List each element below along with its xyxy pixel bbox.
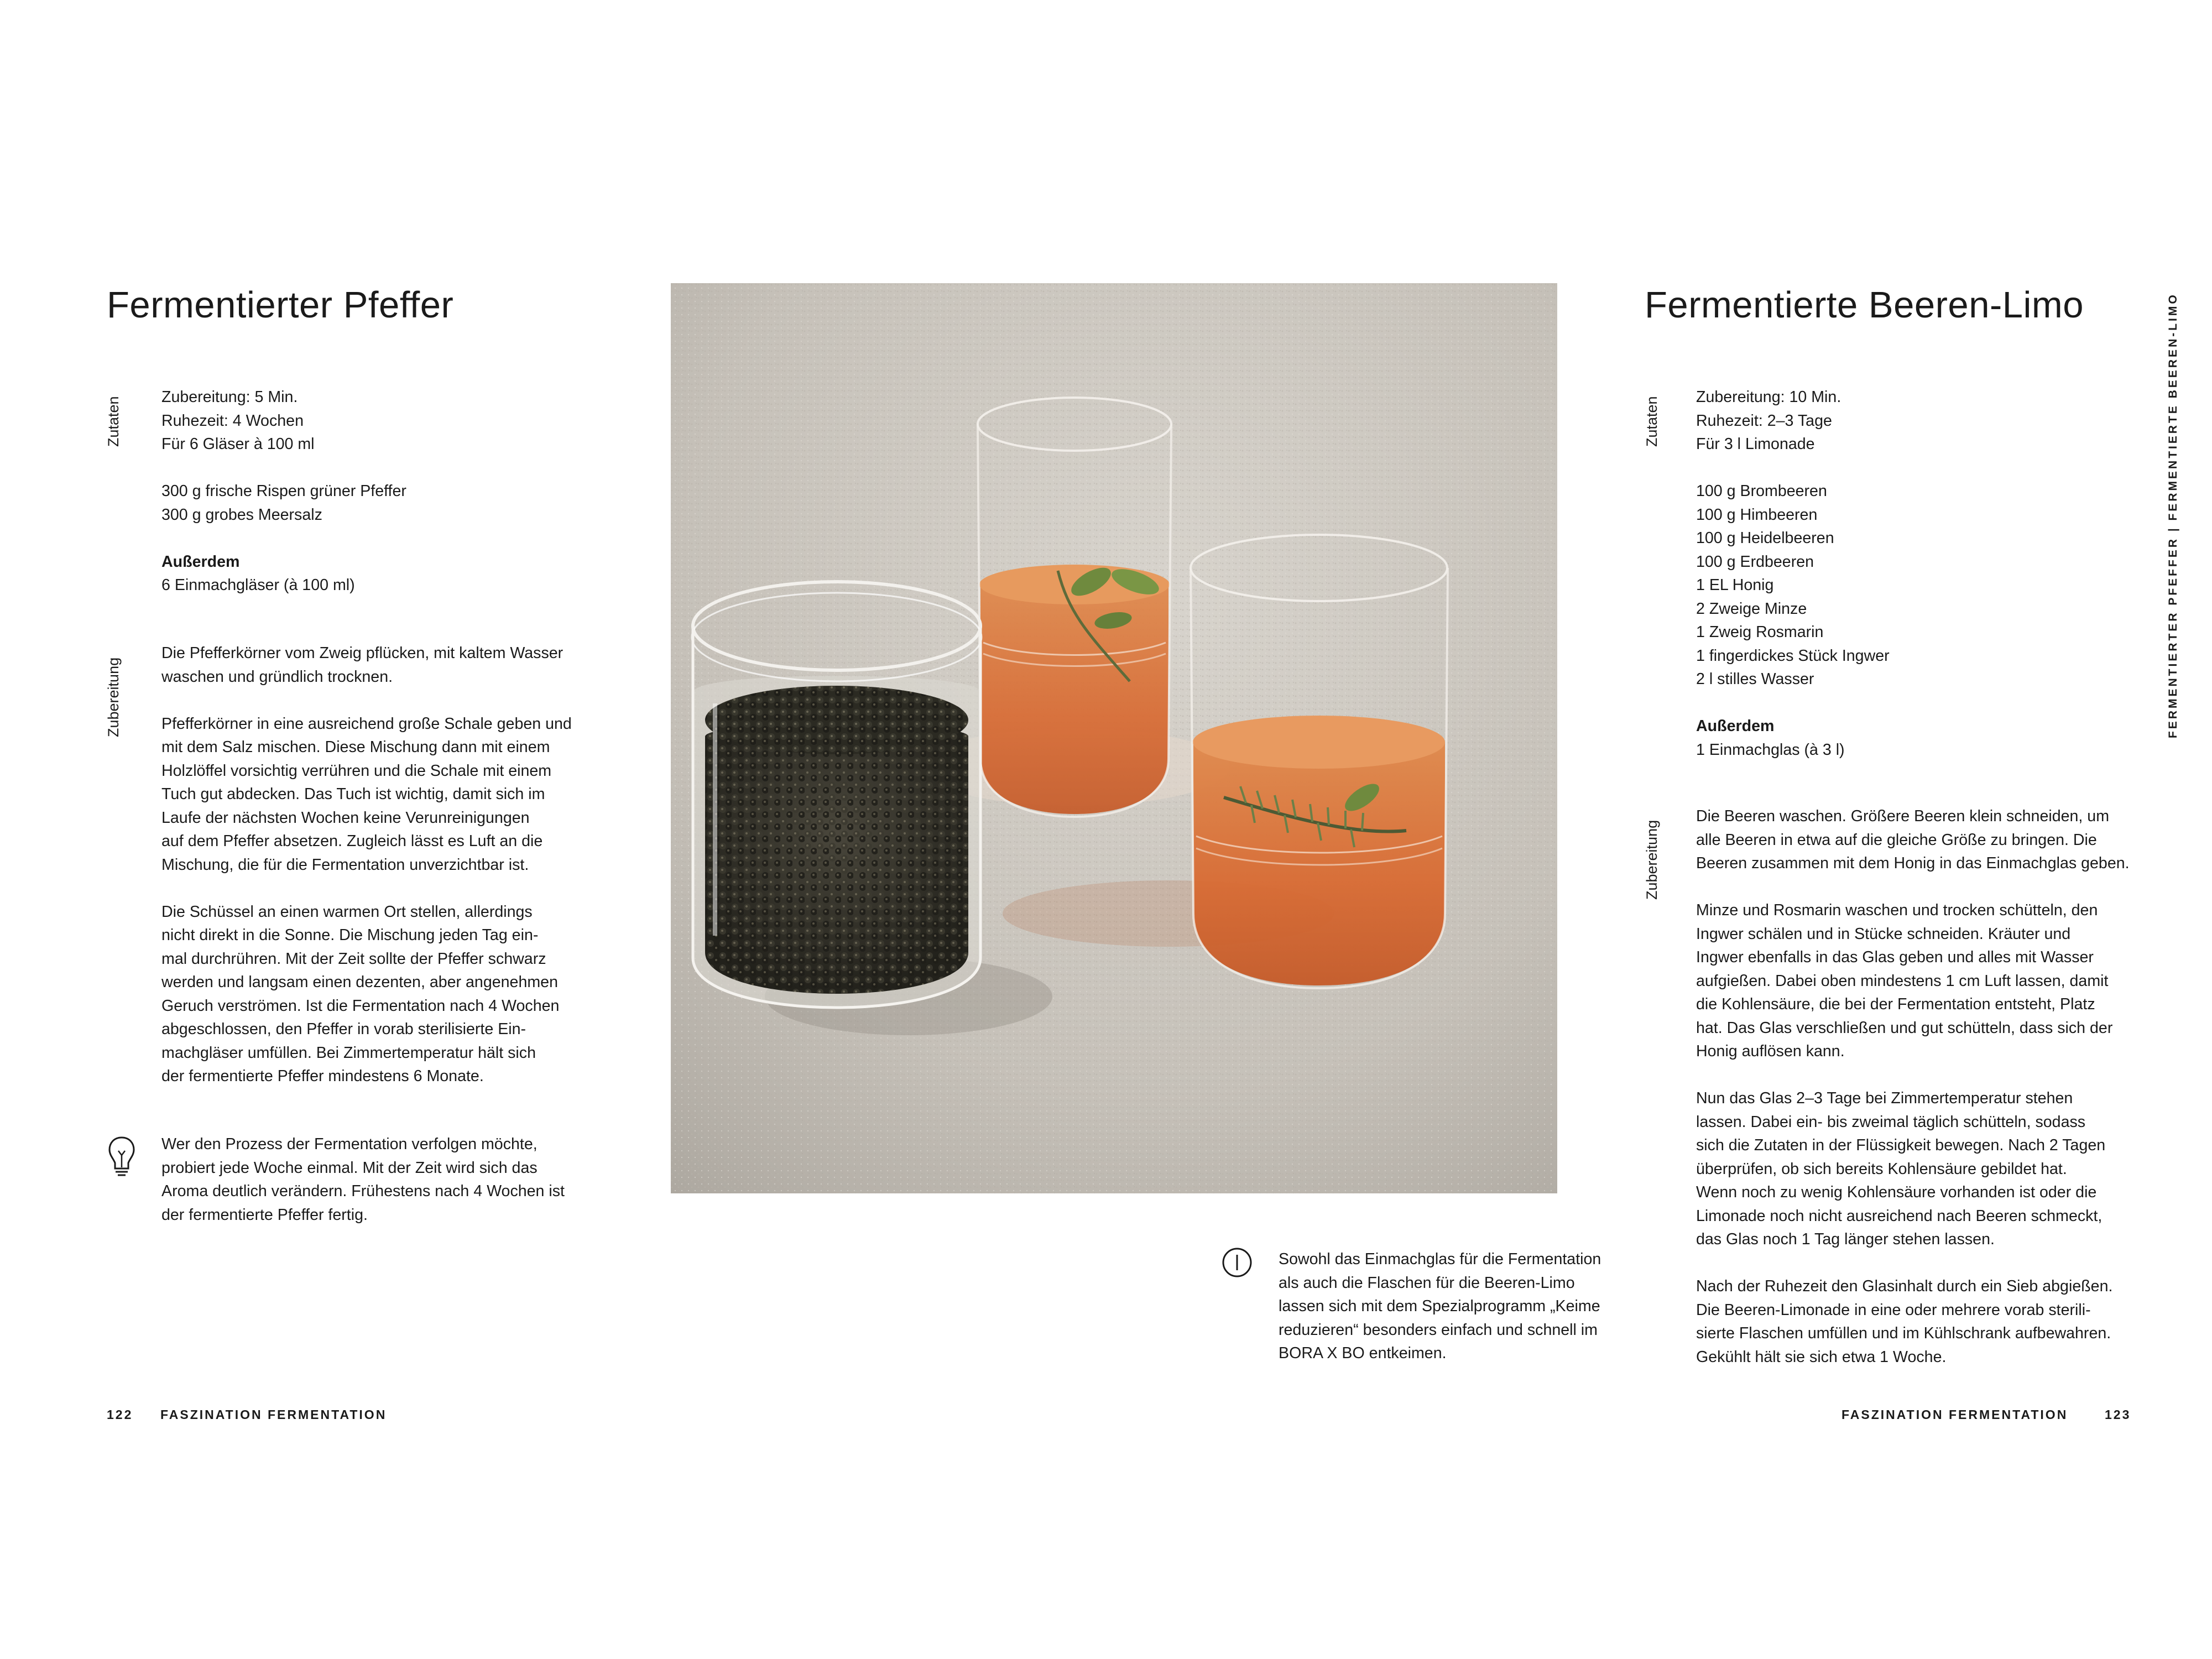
step-line: abgeschlossen, den Pfeffer in vorab sterilisierte Ein- bbox=[161, 1020, 526, 1038]
ingredient-item: 100 g Erdbeeren bbox=[1696, 552, 1814, 571]
step-line: Nun das Glas 2–3 Tage bei Zimmertemperatur stehen bbox=[1696, 1089, 2073, 1107]
recipe-title-pepper: Fermentierter Pfeffer bbox=[107, 284, 454, 326]
step-line: machgläser umfüllen. Bei Zimmertemperatur hält sich bbox=[161, 1044, 536, 1062]
step-line: mit dem Salz mischen. Diese Mischung dann mit einem bbox=[161, 738, 550, 756]
extras-item: 6 Einmachgläser (à 100 ml) bbox=[161, 576, 355, 594]
step-line: überprüfen, ob sich bereits Kohlensäure gebildet hat. bbox=[1696, 1160, 2067, 1178]
note-line: lassen sich mit dem Spezialprogramm „Keime bbox=[1279, 1297, 1600, 1315]
step-line: das Glas noch 1 Tag länger stehen lassen. bbox=[1696, 1230, 1995, 1248]
ingredients-side-label: Zutaten bbox=[1644, 396, 1660, 447]
step-line: Nach der Ruhezeit den Glasinhalt durch ein Sieb abgießen. bbox=[1696, 1277, 2113, 1295]
ingredients-section-pepper bbox=[161, 385, 582, 597]
rest-time: Ruhezeit: 4 Wochen bbox=[161, 411, 304, 430]
preparation-steps-limo bbox=[1696, 805, 2150, 1369]
ingredients-side-label: Zutaten bbox=[105, 396, 122, 447]
note-line: BORA X BO entkeimen. bbox=[1279, 1344, 1447, 1362]
info-note-text bbox=[1279, 1248, 1677, 1365]
preparation-side-label: Zubereitung bbox=[105, 657, 122, 737]
step-line: Die Beeren waschen. Größere Beeren klein schneiden, um bbox=[1696, 807, 2110, 825]
step-line: werden und langsam einen dezenten, aber angenehmen bbox=[161, 973, 558, 991]
ingredient-item: 2 Zweige Minze bbox=[1696, 599, 1807, 618]
extras-heading: Außerdem bbox=[161, 552, 240, 571]
step-line: lassen. Dabei ein- bis zweimal täglich schütteln, sodass bbox=[1696, 1113, 2086, 1131]
tip-text bbox=[161, 1133, 604, 1227]
step-line: Tuch gut abdecken. Das Tuch ist wichtig, damit sich im bbox=[161, 785, 545, 803]
lightbulb-icon bbox=[107, 1135, 136, 1178]
yield: Für 3 l Limonade bbox=[1696, 435, 1815, 453]
rest-time: Ruhezeit: 2–3 Tage bbox=[1696, 411, 1832, 430]
ingredient-item: 300 g grobes Meersalz bbox=[161, 505, 322, 524]
step-line: Pfefferkörner in eine ausreichend große Schale geben und bbox=[161, 714, 572, 733]
step-line: Beeren zusammen mit dem Honig in das Einmachglas geben. bbox=[1696, 854, 2130, 872]
recipe-title-limo: Fermentierte Beeren-Limo bbox=[1645, 284, 2084, 326]
tip-line: probiert jede Woche einmal. Mit der Zeit wird sich das bbox=[161, 1159, 538, 1177]
note-line: Sowohl das Einmachglas für die Fermentation bbox=[1279, 1250, 1601, 1268]
note-line: als auch die Flaschen für die Beeren-Limo bbox=[1279, 1274, 1575, 1292]
tip-line: der fermentierte Pfeffer fertig. bbox=[161, 1206, 368, 1224]
ingredient-item: 100 g Brombeeren bbox=[1696, 482, 1827, 500]
footer-label-left: FASZINATION FERMENTATION bbox=[160, 1407, 387, 1422]
step-line: Die Schüssel an einen warmen Ort stellen, allerdings bbox=[161, 902, 533, 921]
step-line: hat. Das Glas verschließen und gut schütteln, dass sich der bbox=[1696, 1019, 2113, 1037]
step-line: Ingwer schälen und in Stücke schneiden. Kräuter und bbox=[1696, 925, 2071, 943]
step-line: Laufe der nächsten Wochen keine Verunreinigungen bbox=[161, 808, 530, 827]
ingredient-item: 100 g Heidelbeeren bbox=[1696, 529, 1834, 547]
step-line: waschen und gründlich trocknen. bbox=[161, 667, 393, 686]
step-line: sierte Flaschen umfüllen und im Kühlschrank aufbewahren. bbox=[1696, 1324, 2111, 1342]
prep-time: Zubereitung: 5 Min. bbox=[161, 388, 298, 406]
running-head: FERMENTIERTER PFEFFER | FERMENTIERTE BEEREN-LIMO bbox=[2167, 293, 2179, 738]
ingredient-item: 1 EL Honig bbox=[1696, 576, 1774, 594]
ingredient-item: 1 fingerdickes Stück Ingwer bbox=[1696, 646, 1890, 665]
page-number-left: 122 bbox=[107, 1407, 133, 1422]
yield: Für 6 Gläser à 100 ml bbox=[161, 435, 315, 453]
step-line: mal durchrühren. Mit der Zeit sollte der Pfeffer schwarz bbox=[161, 950, 546, 968]
step-line: Minze und Rosmarin waschen und trocken schütteln, den bbox=[1696, 901, 2098, 919]
page-number-right: 123 bbox=[2105, 1407, 2131, 1422]
recipe-photo bbox=[671, 283, 1557, 1193]
ingredients-section-limo bbox=[1696, 385, 2138, 761]
step-line: Geruch verströmen. Ist die Fermentation nach 4 Wochen bbox=[161, 997, 560, 1015]
step-line: Wenn noch zu wenig Kohlensäure vorhanden ist oder die bbox=[1696, 1183, 2097, 1201]
step-line: Honig auflösen kann. bbox=[1696, 1042, 1845, 1060]
step-line: sich die Zutaten in der Flüssigkeit bewegen. Nach 2 Tagen bbox=[1696, 1136, 2106, 1154]
step-line: Limonade noch nicht ausreichend nach Beeren schmeckt, bbox=[1696, 1207, 2103, 1225]
info-icon bbox=[1222, 1247, 1253, 1278]
prep-time: Zubereitung: 10 Min. bbox=[1696, 388, 1841, 406]
step-line: Holzlöffel vorsichtig verrühren und die Schale mit einem bbox=[161, 761, 552, 780]
note-line: reduzieren“ besonders einfach und schnell im bbox=[1279, 1321, 1598, 1339]
tip-line: Aroma deutlich verändern. Frühestens nach 4 Wochen ist bbox=[161, 1182, 565, 1200]
step-line: Mischung, die für die Fermentation unverzichtbar ist. bbox=[161, 855, 529, 874]
ingredient-item: 2 l stilles Wasser bbox=[1696, 670, 1814, 688]
extras-heading: Außerdem bbox=[1696, 717, 1775, 735]
step-line: die Kohlensäure, die bei der Fermentation entsteht, Platz bbox=[1696, 995, 2095, 1013]
extras-item: 1 Einmachglas (à 3 l) bbox=[1696, 740, 1845, 759]
step-line: alle Beeren in etwa auf die gleiche Größe zu bringen. Die bbox=[1696, 831, 2097, 849]
step-line: Die Pfefferkörner vom Zweig pflücken, mit kaltem Wasser bbox=[161, 644, 564, 662]
ingredient-item: 100 g Himbeeren bbox=[1696, 505, 1818, 524]
ingredient-item: 1 Zweig Rosmarin bbox=[1696, 623, 1824, 641]
preparation-steps-pepper bbox=[161, 641, 604, 1088]
preparation-side-label: Zubereitung bbox=[1644, 820, 1660, 900]
step-line: nicht direkt in die Sonne. Die Mischung jeden Tag ein- bbox=[161, 926, 539, 944]
step-line: aufgießen. Dabei oben mindestens 1 cm Luft lassen, damit bbox=[1696, 972, 2109, 990]
step-line: der fermentierte Pfeffer mindestens 6 Monate. bbox=[161, 1067, 484, 1085]
footer-label-right: FASZINATION FERMENTATION bbox=[1841, 1407, 2068, 1422]
step-line: Ingwer ebenfalls in das Glas geben und alles mit Wasser bbox=[1696, 948, 2094, 966]
step-line: Gekühlt hält sie sich etwa 1 Woche. bbox=[1696, 1348, 1947, 1366]
step-line: Die Beeren-Limonade in eine oder mehrere vorab sterili- bbox=[1696, 1301, 2091, 1319]
ingredient-item: 300 g frische Rispen grüner Pfeffer bbox=[161, 482, 406, 500]
tip-line: Wer den Prozess der Fermentation verfolgen möchte, bbox=[161, 1135, 538, 1153]
step-line: auf dem Pfeffer absetzen. Zugleich lässt es Luft an die bbox=[161, 832, 543, 850]
